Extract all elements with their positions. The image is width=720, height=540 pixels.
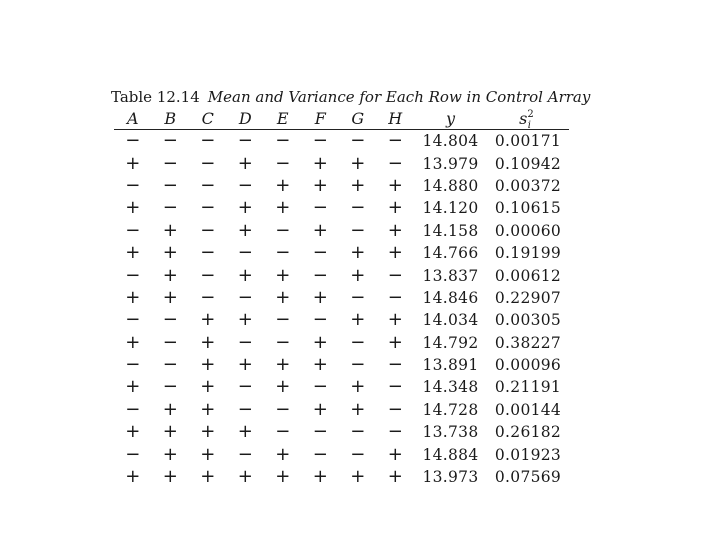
sign-cell: − (125, 398, 141, 420)
y-cell: 14.728 (422, 400, 479, 419)
sign-cell: + (200, 421, 216, 443)
sign-cell: + (387, 309, 403, 331)
sign-cell: + (312, 466, 328, 488)
sign-cell: − (125, 219, 141, 241)
sign-cell: + (237, 197, 253, 219)
table-row (114, 466, 569, 488)
sign-cell: − (275, 219, 291, 241)
header-factor-g: G (339, 107, 377, 130)
y-cell: 13.837 (422, 266, 479, 285)
sign-cell: − (312, 376, 328, 398)
sign-cell: + (350, 174, 366, 196)
sign-cell: − (312, 197, 328, 219)
sign-cell: − (125, 354, 141, 376)
sign-cell: − (387, 264, 403, 286)
y-cell: 14.880 (422, 176, 479, 195)
variance-cell: 0.00612 (494, 266, 562, 285)
y-cell: 13.973 (422, 468, 479, 487)
sign-cell: + (125, 376, 141, 398)
y-cell: 14.158 (422, 221, 479, 240)
header-factor-b: B (152, 107, 190, 130)
sign-cell: + (275, 354, 291, 376)
sign-cell: − (312, 130, 328, 152)
sign-cell: + (237, 152, 253, 174)
table-row (114, 152, 569, 174)
sign-cell: + (275, 376, 291, 398)
sign-cell: + (350, 376, 366, 398)
variance-cell: 0.00060 (494, 221, 562, 240)
table-row (114, 287, 569, 309)
table-row (114, 443, 569, 465)
header-variance (487, 107, 569, 130)
sign-cell: − (387, 354, 403, 376)
sign-cell: + (125, 286, 141, 308)
sign-cell: − (312, 309, 328, 331)
sign-cell: − (237, 242, 253, 264)
sign-cell: − (200, 242, 216, 264)
sign-cell: + (350, 309, 366, 331)
sign-cell: − (125, 443, 141, 465)
variance-cell: 0.10942 (494, 154, 562, 173)
sign-cell: − (237, 286, 253, 308)
sign-cell: + (125, 242, 141, 264)
sign-cell: + (312, 398, 328, 420)
header-factor-a: A (114, 107, 152, 130)
sign-cell: − (275, 398, 291, 420)
sign-cell: + (350, 152, 366, 174)
sign-cell: − (350, 443, 366, 465)
table-row (114, 220, 569, 242)
sign-cell: + (312, 354, 328, 376)
variance-cell: 0.00144 (494, 400, 562, 419)
header-factor-d: D (227, 107, 265, 130)
table-row (114, 175, 569, 197)
sign-cell: − (162, 152, 178, 174)
sign-cell: + (162, 286, 178, 308)
sign-cell: + (350, 466, 366, 488)
sign-cell: + (200, 376, 216, 398)
table-row (114, 264, 569, 286)
sign-cell: + (237, 421, 253, 443)
sign-cell: + (350, 264, 366, 286)
sign-cell: − (237, 443, 253, 465)
y-cell: 14.804 (422, 132, 479, 151)
sign-cell: − (350, 331, 366, 353)
sign-cell: − (162, 376, 178, 398)
sign-cell: + (162, 421, 178, 443)
variance-cell: 0.00305 (494, 311, 562, 330)
sign-cell: − (350, 219, 366, 241)
y-cell: 13.891 (422, 356, 479, 375)
sign-cell: + (387, 331, 403, 353)
sign-cell: − (162, 130, 178, 152)
sign-cell: − (275, 421, 291, 443)
sign-cell: − (312, 421, 328, 443)
y-cell: 13.979 (422, 154, 479, 173)
sign-cell: − (275, 331, 291, 353)
sign-cell: − (162, 354, 178, 376)
variance-cell: 0.00171 (494, 132, 562, 151)
sign-cell: − (200, 286, 216, 308)
variance-cell: 0.38227 (494, 333, 562, 352)
header-y: y (414, 107, 487, 130)
table-row (114, 399, 569, 421)
sign-cell: − (387, 421, 403, 443)
sign-cell: − (350, 197, 366, 219)
sign-cell: + (200, 331, 216, 353)
sign-cell: − (387, 398, 403, 420)
sign-cell: + (200, 398, 216, 420)
y-cell: 14.846 (422, 288, 479, 307)
sign-cell: + (387, 466, 403, 488)
sign-cell: + (275, 286, 291, 308)
sign-cell: + (162, 219, 178, 241)
sign-cell: + (237, 466, 253, 488)
sign-cell: − (237, 331, 253, 353)
sign-cell: + (350, 398, 366, 420)
sign-cell: − (387, 152, 403, 174)
sign-cell: − (125, 309, 141, 331)
sign-cell: − (125, 174, 141, 196)
table-row (114, 309, 569, 331)
sign-cell: + (237, 264, 253, 286)
header-factor-c: C (189, 107, 227, 130)
table-row (114, 421, 569, 443)
header-factor-h: H (377, 107, 415, 130)
variance-cell: 0.21191 (494, 378, 562, 397)
sign-cell: − (200, 152, 216, 174)
sign-cell: + (237, 354, 253, 376)
table-row (114, 332, 569, 354)
sign-cell: − (200, 219, 216, 241)
sign-cell: − (200, 264, 216, 286)
y-cell: 13.738 (422, 423, 479, 442)
header-variance-sup: 2 (527, 108, 534, 120)
sign-cell: − (350, 354, 366, 376)
caption-title: Mean and Variance for Each Row in Control Array (207, 88, 591, 106)
sign-cell: + (387, 174, 403, 196)
variance-cell: 0.00372 (494, 176, 562, 195)
sign-cell: − (275, 130, 291, 152)
sign-cell: − (200, 174, 216, 196)
sign-cell: + (200, 354, 216, 376)
table-row (114, 354, 569, 376)
sign-cell: + (387, 219, 403, 241)
sign-cell: + (275, 174, 291, 196)
sign-cell: + (125, 197, 141, 219)
sign-cell: + (237, 219, 253, 241)
sign-cell: − (200, 197, 216, 219)
sign-cell: − (162, 331, 178, 353)
sign-cell: + (162, 466, 178, 488)
sign-cell: + (162, 398, 178, 420)
variance-cell: 0.22907 (494, 288, 562, 307)
table-row (114, 242, 569, 264)
sign-cell: + (387, 242, 403, 264)
sign-cell: − (350, 421, 366, 443)
table-container (114, 107, 569, 488)
y-cell: 14.766 (422, 244, 479, 263)
sign-cell: + (275, 197, 291, 219)
sign-cell: + (237, 309, 253, 331)
table-caption (111, 87, 590, 107)
sign-cell: − (275, 152, 291, 174)
table-row (114, 130, 569, 153)
sign-cell: + (200, 466, 216, 488)
sign-cell: + (312, 286, 328, 308)
variance-cell: 0.19199 (494, 244, 562, 263)
sign-cell: + (275, 443, 291, 465)
table-row (114, 197, 569, 219)
sign-cell: + (162, 242, 178, 264)
table-body (114, 130, 569, 489)
sign-cell: − (200, 130, 216, 152)
y-cell: 14.792 (422, 333, 479, 352)
sign-cell: + (312, 174, 328, 196)
y-cell: 14.884 (422, 445, 479, 464)
sign-cell: − (125, 264, 141, 286)
variance-cell: 0.07569 (494, 468, 562, 487)
header-factor-f: F (302, 107, 340, 130)
y-cell: 14.120 (422, 199, 479, 218)
sign-cell: − (312, 443, 328, 465)
sign-cell: − (387, 376, 403, 398)
sign-cell: − (162, 174, 178, 196)
sign-cell: − (125, 130, 141, 152)
sign-cell: + (200, 443, 216, 465)
sign-cell: − (237, 174, 253, 196)
header-variance-sub: i (527, 119, 531, 131)
sign-cell: + (125, 466, 141, 488)
sign-cell: − (312, 264, 328, 286)
sign-cell: + (387, 197, 403, 219)
y-cell: 14.348 (422, 378, 479, 397)
sign-cell: + (275, 264, 291, 286)
sign-cell: + (125, 152, 141, 174)
sign-cell: − (162, 309, 178, 331)
table-row (114, 376, 569, 398)
sign-cell: − (387, 286, 403, 308)
sign-cell: + (312, 152, 328, 174)
sign-cell: + (350, 242, 366, 264)
sign-cell: − (350, 130, 366, 152)
variance-cell: 0.00096 (494, 356, 562, 375)
y-cell: 14.034 (422, 311, 479, 330)
sign-cell: − (350, 286, 366, 308)
variance-cell: 0.01923 (494, 445, 562, 464)
header-variance-base: s (519, 108, 528, 128)
sign-cell: + (162, 443, 178, 465)
sign-cell: + (312, 331, 328, 353)
sign-cell: + (162, 264, 178, 286)
sign-cell: − (387, 130, 403, 152)
sign-cell: + (275, 466, 291, 488)
data-table (114, 107, 569, 488)
variance-cell: 0.10615 (494, 199, 562, 218)
sign-cell: + (125, 331, 141, 353)
sign-cell: + (125, 421, 141, 443)
header-factor-e: E (264, 107, 302, 130)
sign-cell: − (237, 376, 253, 398)
sign-cell: − (312, 242, 328, 264)
variance-cell: 0.26182 (494, 423, 562, 442)
sign-cell: − (275, 242, 291, 264)
sign-cell: + (312, 219, 328, 241)
sign-cell: − (237, 130, 253, 152)
sign-cell: + (200, 309, 216, 331)
header-row (114, 107, 569, 130)
sign-cell: − (162, 197, 178, 219)
sign-cell: − (275, 309, 291, 331)
sign-cell: + (387, 443, 403, 465)
sign-cell: − (237, 398, 253, 420)
caption-label: Table 12.14 (111, 88, 200, 106)
